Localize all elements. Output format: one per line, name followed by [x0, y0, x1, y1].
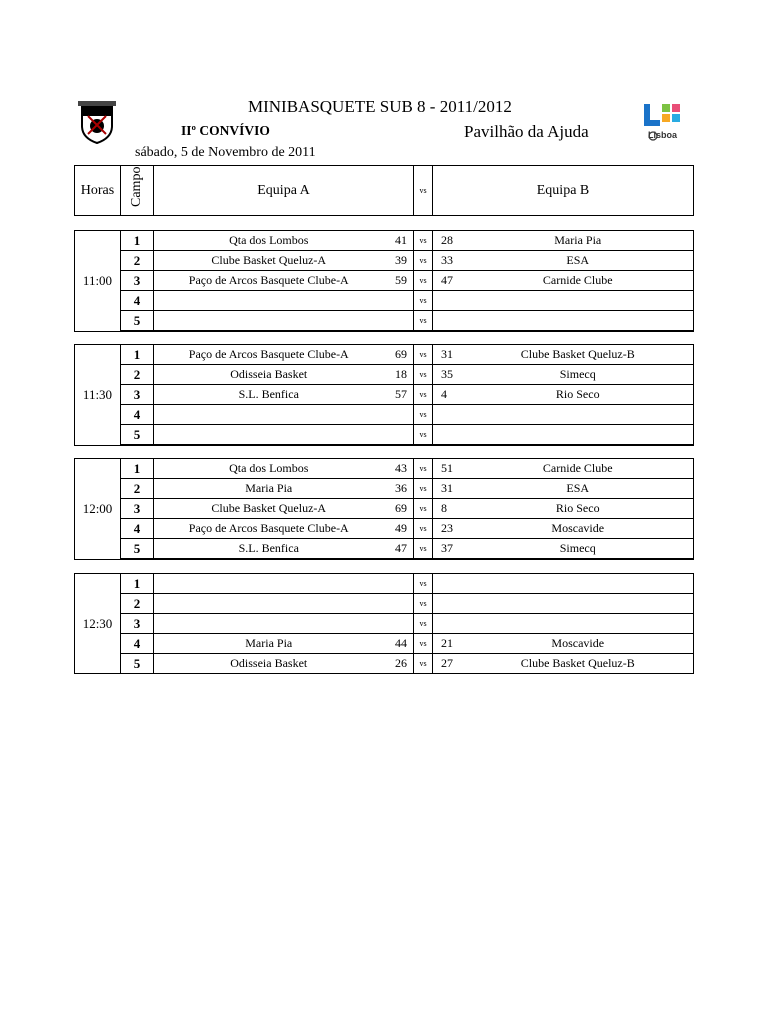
team-b: Rio Seco: [463, 385, 694, 405]
score-a: 39: [384, 251, 414, 271]
game-row: [75, 519, 694, 539]
team-a: Paço de Arcos Basquete Clube-A: [154, 345, 384, 365]
col-vs: vs: [414, 166, 433, 216]
vs-label: vs: [414, 634, 433, 654]
team-b: Simecq: [463, 539, 694, 560]
score-a: 43: [384, 459, 414, 479]
team-b: Maria Pia: [463, 231, 694, 251]
campo-number: 1: [121, 345, 154, 365]
col-equipa-b: Equipa B: [433, 166, 694, 216]
col-campo: [121, 166, 154, 216]
score-a: 26: [384, 654, 414, 674]
campo-number: 3: [121, 385, 154, 405]
game-row: [75, 271, 694, 291]
score-b: 47: [433, 271, 463, 291]
event-date: sábado, 5 de Novembro de 2011: [135, 145, 316, 160]
team-b: ESA: [463, 251, 694, 271]
score-a: [384, 311, 414, 332]
team-a: Paço de Arcos Basquete Clube-A: [154, 271, 384, 291]
vs-label: vs: [414, 231, 433, 251]
score-b: 23: [433, 519, 463, 539]
time-slot: 11:30: [75, 345, 121, 446]
team-b: [463, 405, 694, 425]
score-b: 37: [433, 539, 463, 560]
vs-label: vs: [414, 251, 433, 271]
vs-label: vs: [414, 425, 433, 446]
campo-number: 4: [121, 519, 154, 539]
time-slot: 11:00: [75, 231, 121, 332]
team-b: ESA: [463, 479, 694, 499]
team-a: Clube Basket Queluz-A: [154, 499, 384, 519]
team-a: [154, 614, 384, 634]
game-row: [75, 499, 694, 519]
time-block-1: [74, 344, 694, 446]
campo-number: 1: [121, 574, 154, 594]
game-row: [75, 311, 694, 332]
team-b: [463, 574, 694, 594]
team-b: Moscavide: [463, 519, 694, 539]
score-a: 44: [384, 634, 414, 654]
team-b: Clube Basket Queluz-B: [463, 654, 694, 674]
campo-number: 5: [121, 311, 154, 332]
col-horas: Horas: [75, 166, 121, 216]
team-b: Moscavide: [463, 634, 694, 654]
game-row: [75, 459, 694, 479]
team-b: [463, 311, 694, 332]
score-a: 41: [384, 231, 414, 251]
score-b: [433, 574, 463, 594]
game-row: [75, 385, 694, 405]
team-a: Qta dos Lombos: [154, 231, 384, 251]
score-a: 57: [384, 385, 414, 405]
page-title: MINIBASQUETE SUB 8 - 2011/2012: [248, 97, 512, 116]
team-a: [154, 574, 384, 594]
event-name: IIº CONVÍVIO: [181, 123, 270, 138]
score-b: [433, 614, 463, 634]
team-a: [154, 291, 384, 311]
score-b: 8: [433, 499, 463, 519]
team-a: Clube Basket Queluz-A: [154, 251, 384, 271]
header-table: [74, 165, 694, 216]
score-b: [433, 405, 463, 425]
lisboa-logo-text: Lisboa: [648, 130, 678, 140]
vs-label: vs: [414, 291, 433, 311]
score-a: 47: [384, 539, 414, 560]
time-slot: 12:00: [75, 459, 121, 560]
vs-label: vs: [414, 539, 433, 560]
game-row: [75, 231, 694, 251]
campo-number: 4: [121, 405, 154, 425]
game-row: [75, 634, 694, 654]
score-b: 31: [433, 345, 463, 365]
score-b: [433, 594, 463, 614]
team-a: Maria Pia: [154, 479, 384, 499]
game-row: [75, 425, 694, 446]
score-b: 33: [433, 251, 463, 271]
score-b: 35: [433, 365, 463, 385]
vs-label: vs: [414, 385, 433, 405]
team-a: [154, 425, 384, 446]
vs-label: vs: [414, 459, 433, 479]
campo-number: 5: [121, 654, 154, 674]
game-row: [75, 291, 694, 311]
col-equipa-a: Equipa A: [154, 166, 414, 216]
team-b: Carnide Clube: [463, 459, 694, 479]
score-a: 49: [384, 519, 414, 539]
team-a: Odisseia Basket: [154, 654, 384, 674]
game-row: [75, 251, 694, 271]
team-a: Maria Pia: [154, 634, 384, 654]
score-a: 69: [384, 499, 414, 519]
score-b: 4: [433, 385, 463, 405]
campo-number: 3: [121, 499, 154, 519]
team-b: Clube Basket Queluz-B: [463, 345, 694, 365]
game-row: [75, 539, 694, 560]
time-block-3: [74, 573, 694, 674]
team-b: Carnide Clube: [463, 271, 694, 291]
score-b: 28: [433, 231, 463, 251]
vs-label: vs: [414, 519, 433, 539]
score-a: 59: [384, 271, 414, 291]
campo-number: 1: [121, 231, 154, 251]
club-crest-logo: [74, 100, 120, 144]
col-campo-label: Campo: [129, 166, 144, 207]
team-b: [463, 291, 694, 311]
campo-number: 2: [121, 365, 154, 385]
score-b: 21: [433, 634, 463, 654]
campo-number: 4: [121, 634, 154, 654]
score-a: 69: [384, 345, 414, 365]
team-a: Paço de Arcos Basquete Clube-A: [154, 519, 384, 539]
campo-number: 2: [121, 594, 154, 614]
team-a: [154, 405, 384, 425]
venue-name: Pavilhão da Ajuda: [464, 122, 589, 141]
score-a: [384, 574, 414, 594]
team-b: [463, 594, 694, 614]
team-a: S.L. Benfica: [154, 385, 384, 405]
score-a: [384, 594, 414, 614]
vs-label: vs: [414, 365, 433, 385]
team-a: [154, 311, 384, 332]
score-a: 36: [384, 479, 414, 499]
vs-label: vs: [414, 614, 433, 634]
game-row: [75, 614, 694, 634]
campo-number: 5: [121, 425, 154, 446]
score-b: 31: [433, 479, 463, 499]
vs-label: vs: [414, 574, 433, 594]
team-b: [463, 614, 694, 634]
vs-label: vs: [414, 311, 433, 332]
vs-label: vs: [414, 271, 433, 291]
team-b: Simecq: [463, 365, 694, 385]
score-b: 51: [433, 459, 463, 479]
team-a: [154, 594, 384, 614]
score-b: 27: [433, 654, 463, 674]
vs-label: vs: [414, 479, 433, 499]
team-a: S.L. Benfica: [154, 539, 384, 560]
time-block-0: [74, 230, 694, 332]
score-a: [384, 425, 414, 446]
score-a: 18: [384, 365, 414, 385]
vs-label: vs: [414, 594, 433, 614]
campo-number: 1: [121, 459, 154, 479]
vs-label: vs: [414, 499, 433, 519]
vs-label: vs: [414, 345, 433, 365]
score-b: [433, 291, 463, 311]
campo-number: 3: [121, 271, 154, 291]
game-row: [75, 479, 694, 499]
time-block-2: [74, 458, 694, 560]
game-row: [75, 345, 694, 365]
team-a: Qta dos Lombos: [154, 459, 384, 479]
game-row: [75, 574, 694, 594]
score-a: [384, 405, 414, 425]
campo-number: 2: [121, 479, 154, 499]
team-b: [463, 425, 694, 446]
game-row: [75, 365, 694, 385]
time-slot: 12:30: [75, 574, 121, 674]
vs-label: vs: [414, 654, 433, 674]
score-a: [384, 614, 414, 634]
score-b: [433, 311, 463, 332]
game-row: [75, 594, 694, 614]
team-b: Rio Seco: [463, 499, 694, 519]
score-b: [433, 425, 463, 446]
vs-label: vs: [414, 405, 433, 425]
game-row: [75, 654, 694, 674]
campo-number: 2: [121, 251, 154, 271]
team-a: Odisseia Basket: [154, 365, 384, 385]
game-row: [75, 405, 694, 425]
campo-number: 4: [121, 291, 154, 311]
campo-number: 3: [121, 614, 154, 634]
score-a: [384, 291, 414, 311]
campo-number: 5: [121, 539, 154, 560]
